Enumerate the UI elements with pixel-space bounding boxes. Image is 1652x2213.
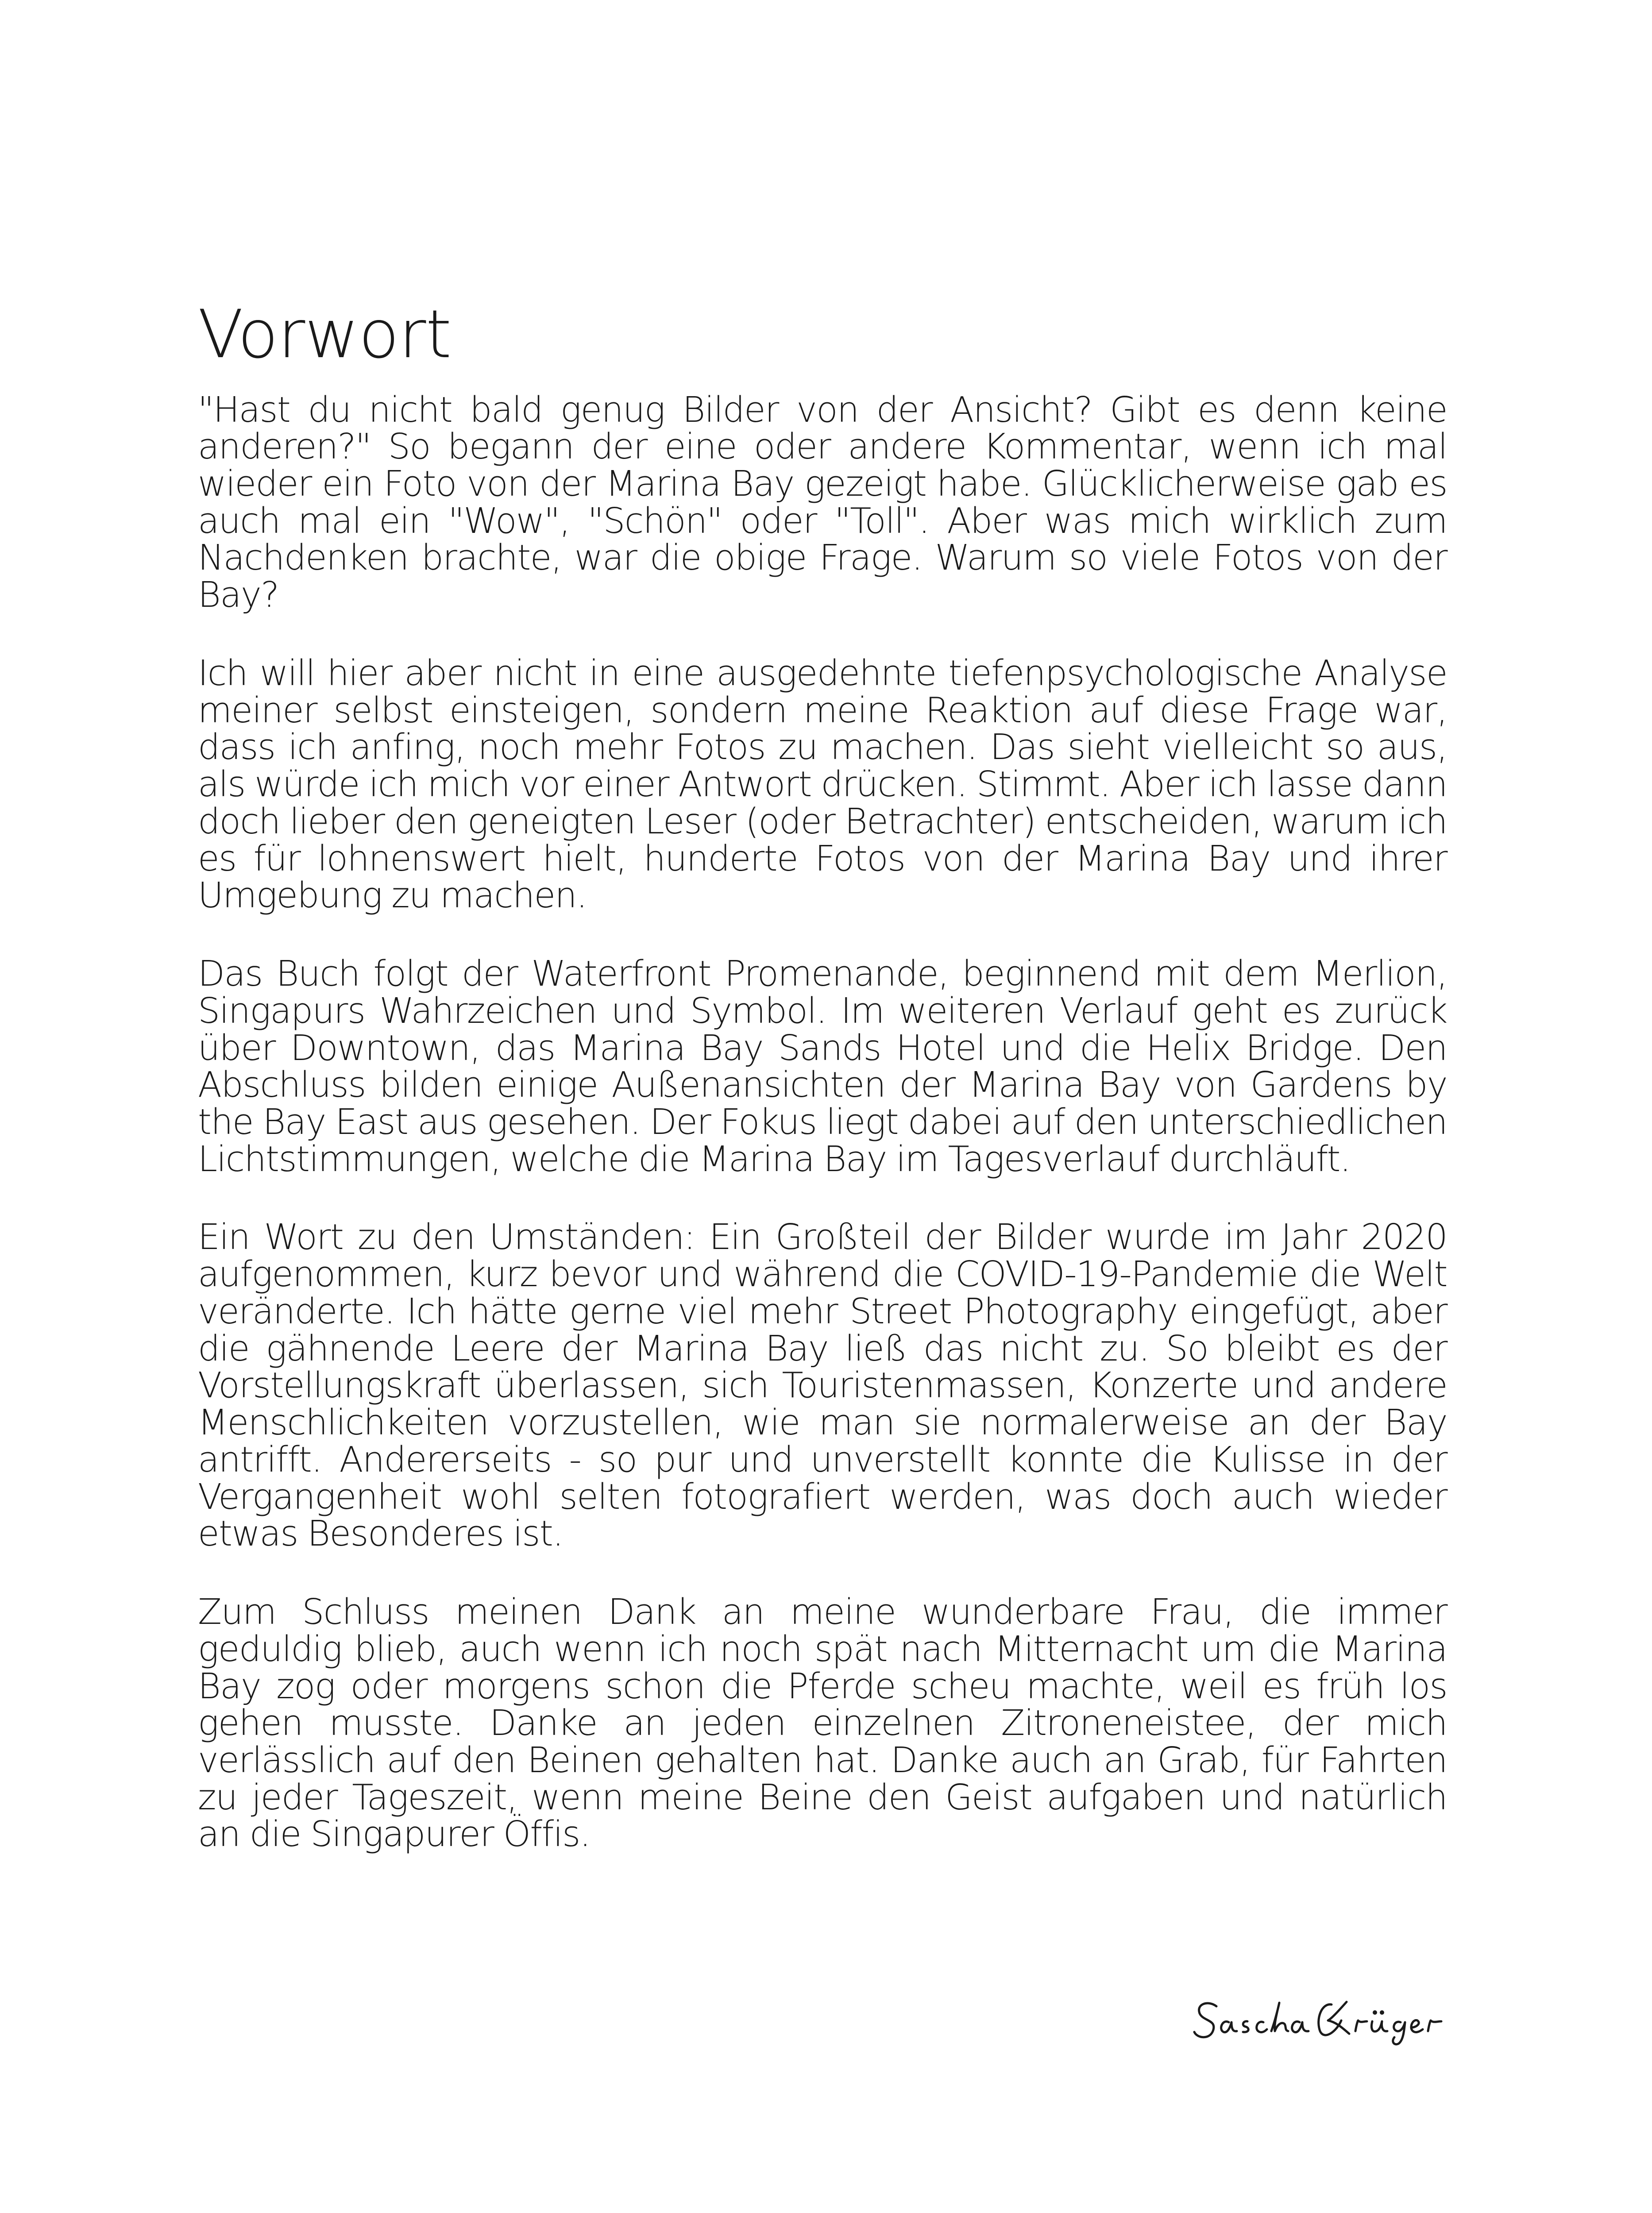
- paragraph-4: Ein Wort zu den Umständen: Ein Großteil der Bilder wurde im Jahr 2020 aufgenommen, kurz bevor und während die COVID-19-Pandemie die Welt veränderte. Ich hätte gerne viel mehr Street Photography eingefügt, aber die gähnende Leere der Marina Bay ließ das nicht zu. So bleibt es der Vorstellungskraft überlassen, sich Touristenmassen, Konzerte und andere Menschlichkeiten vorzustellen, wie man sie normalerweise an der Bay antrifft. Andererseits - so pur und unverstellt konnte die Kulisse in der Vergangenheit wohl selten fotografiert werden, was doch auch wieder etwas Besonderes ist.: [198, 1217, 1447, 1554]
- paragraph-3: Das Buch folgt der Waterfront Promenande, beginnend mit dem Merlion, Singapurs Wahrzeichen und Symbol. Im weiteren Verlauf geht es zurück über Downtown, das Marina Bay Sands Hotel und die Helix Bridge. Den Abschluss bilden einige Außenansichten der Marina Bay von Gardens by the Bay East aus gesehen. Der Fokus liegt dabei auf den unterschiedlichen Lichtstimmungen, welche die Marina Bay im Tagesverlauf durchläuft.: [198, 953, 1447, 1180]
- document-body: [198, 297, 1447, 1894]
- handwritten-signature: [1191, 1994, 1456, 2047]
- page-title: Vorwort: [198, 296, 452, 373]
- paragraph-5: Zum Schluss meinen Dank an meine wunderbare Frau, die immer geduldig blieb, auch wenn ich noch spät nach Mitternacht um die Marina Bay zog oder morgens schon die Pferde scheu machte, weil es früh los gehen musste. Danke an jeden einzelnen Zitroneneistee, der mich verlässlich auf den Beinen gehalten hat. Danke auch an Grab, für Fahrten zu jeder Tageszeit, wenn meine Beine den Geist aufgaben und natürlich an die Singapurer Öffis.: [198, 1592, 1447, 1855]
- paragraph-2: Ich will hier aber nicht in eine ausgedehnte tiefenpsychologische Analyse meiner selbst einsteigen, sondern meine Reaktion auf diese Frage war, dass ich anfing, noch mehr Fotos zu machen. Das sieht vielleicht so aus, als würde ich mich vor einer Antwort drücken. Stimmt. Aber ich lasse dann doch lieber den geneigten Leser (oder Betrachter) entscheiden, warum ich es für lohnenswert hielt, hunderte Fotos von der Marina Bay und ihrer Umgebung zu machen.: [198, 652, 1447, 916]
- paragraph-1: "Hast du nicht bald genug Bilder von der Ansicht? Gibt es denn keine anderen?" So begann der eine oder andere Kommentar, wenn ich mal wieder ein Foto von der Marina Bay gezeigt habe. Glücklicherweise gab es auch mal ein "Wow", "Schön" oder "Toll". Aber was mich wirklich zum Nachdenken brachte, war die obige Frage. Warum so viele Fotos von der Bay?: [198, 389, 1447, 616]
